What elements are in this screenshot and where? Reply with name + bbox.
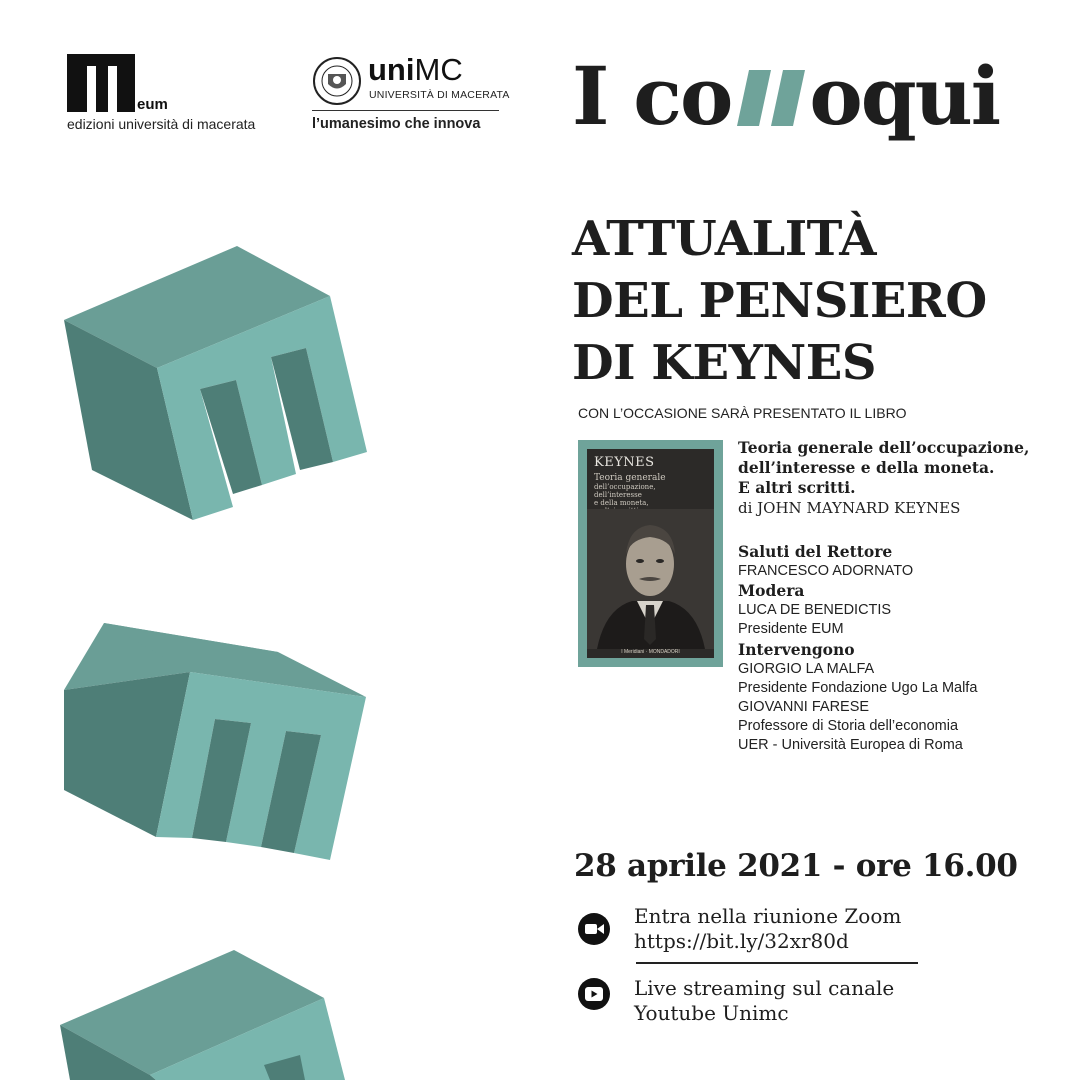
book-cover <box>578 440 723 667</box>
youtube-link[interactable] <box>634 976 894 1026</box>
video-camera-icon[interactable] <box>578 913 610 945</box>
book-info <box>738 438 1058 518</box>
double-slash-mark <box>731 70 809 126</box>
youtube-channel[interactable]: Youtube Unimc <box>634 1001 789 1025</box>
event-date: 28 aprile 2021 - ore 16.00 <box>574 848 1018 884</box>
moderator-name: LUCA DE BENEDICTIS <box>738 602 892 619</box>
moderator-role: Presidente EUM <box>738 621 844 638</box>
unimc-divider <box>312 110 499 111</box>
link-divider <box>636 962 918 964</box>
book-cover-title: KEYNES <box>594 455 655 470</box>
greetings-label: Saluti del Rettore <box>738 542 893 561</box>
book-cover-publisher: I Meridiani · MONDADORI <box>621 649 680 655</box>
speaker-affiliation: UER - Università Europea di Roma <box>738 737 963 754</box>
heading-line: ATTUALITÀ <box>572 211 877 267</box>
eum-m-mark <box>67 54 135 112</box>
book-cover-subtitle: Teoria generale dell’occupazione, dell’interesse e della moneta, <box>594 473 666 507</box>
zoom-link[interactable] <box>634 904 901 954</box>
book-cover-inner <box>587 449 714 658</box>
unimc-tagline: l’umanesimo che innova <box>312 116 481 132</box>
moderator-label: Modera <box>738 581 805 601</box>
zoom-label: Entra nella riunione Zoom <box>634 904 902 928</box>
play-icon[interactable] <box>578 978 610 1010</box>
series-title: I co oqui <box>572 49 1000 143</box>
cube-1 <box>64 246 367 520</box>
program <box>738 542 1068 756</box>
unimc-full-name: UNIVERSITÀ DI MACERATA <box>369 89 510 101</box>
speakers-label: Intervengono <box>738 639 855 659</box>
unimc-logo <box>312 52 510 136</box>
speaker-name: GIORGIO LA MALFA <box>738 660 875 677</box>
keynes-portrait <box>587 509 714 649</box>
heading-line: DEL PENSIERO <box>572 273 987 329</box>
eum-short-name: eum <box>137 96 168 113</box>
event-heading <box>572 208 1052 394</box>
zoom-url[interactable]: https://bit.ly/32xr80d <box>634 929 849 953</box>
speaker-name: GIOVANNI FARESE <box>738 699 870 716</box>
eum-logo <box>67 54 267 134</box>
greetings-name: FRANCESCO ADORNATO <box>738 563 914 579</box>
cube-3 <box>60 950 345 1080</box>
speaker-role: Presidente Fondazione Ugo La Malfa <box>738 679 978 696</box>
speaker-role: Professore di Storia dell’economia <box>738 718 959 735</box>
unimc-wordmark: uniMC <box>368 52 463 87</box>
youtube-label: Live streaming sul canale <box>634 976 895 1000</box>
eum-full-name: edizioni università di macerata <box>67 116 256 132</box>
cube-2 <box>64 623 366 860</box>
occasion-text: CON L’OCCASIONE SARÀ PRESENTATO IL LIBRO <box>578 405 907 421</box>
book-title: Teoria generale dell’occupazione, dell’interesse e della moneta. E altri scritti. <box>738 438 1030 497</box>
university-seal <box>312 56 362 106</box>
book-author: di JOHN MAYNARD KEYNES <box>738 499 961 517</box>
heading-line: DI KEYNES <box>572 335 876 391</box>
